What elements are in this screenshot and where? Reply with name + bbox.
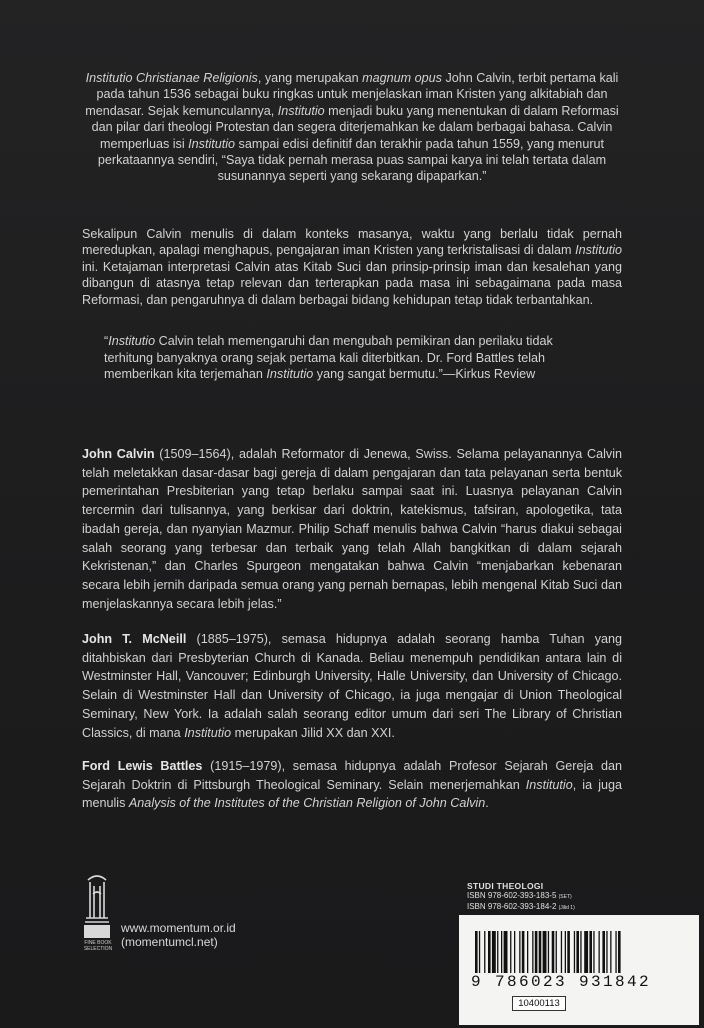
book-title-latin: Institutio Christianae Religionis — [85, 71, 258, 85]
barcode-number: 9 786023 931842 — [471, 973, 652, 991]
publisher-logo-icon — [80, 872, 114, 944]
bio-ford-battles: Ford Lewis Battles (1915–1979), semasa hidupnya adalah Profesor Sejarah Gereja dan Sejarah Doktrin di Pittsburgh Theological Seminary. Selain menerjemahkan Institutio, ia juga menulis Analysis of the Institutes of the Christian Religion of John Calvin. — [82, 759, 622, 811]
bio-john-mcneill: John T. McNeill (1885–1975), semasa hidupnya adalah seorang hamba Tuhan yang ditahbiskan dari Presbyterian Church di Kanada. Beliau menempuh pendidikan antara lain di Westminster Hall, Vancouver; Edinburgh University, Halle University, dan University of Chicago. Selain di Westminster Hall dan University of Chicago, ia juga mengajar di Union Theological Seminary, New York. Ia adalah salah seorang editor umum dari seri The Library of Christian Classics, di mana Institutio merupakan Jilid XX dan XXI. — [82, 632, 623, 740]
second-paragraph: Sekalipun Calvin menulis di dalam konteks masanya, waktu yang berlalu tidak pernah meredupkan, apalagi menghapus, pengajaran iman Kristen yang terkristalisasi di dalam Institutio ini. Ketajaman interpretasi Calvin atas Kitab Suci dan prinsip-prinsip iman dan kesalehan yang dibangun di atasnya tetap relevan dan terterapkan pada masa ini sebagaimana pada masa Reformasi, dan pengaruhnya di dalam berbagai bidang kehidupan tetap tidak terbantahkan. — [82, 227, 622, 307]
author-name: John Calvin — [82, 447, 155, 461]
bio-john-calvin: John Calvin (1509–1564), adalah Reformator di Jenewa, Swiss. Selama pelayanannya Calvin telah meletakkan dasar-dasar bagi gereja di dalam pengajaran dan tata pelayanan serta bentuk pemerintahan Presbiterian yang tetap berlaku sampai saat ini. Luasnya pelayanan Calvin tercermin dari tulisannya, yang berkisar dari doktrin, katekismus, tafsiran, apologetika, tata ibadah gereja, dan nyanyian Mazmur. Philip Schaff menulis bahwa Calvin “harus diakui sebagai salah seorang yang terbesar dan terbaik yang telah Allah bangkitkan di dalam sejarah Kekristenan,” dan Charles Spurgeon mengatakan bahwa Calvin “menjabarkan kebenaran secara lebih jernih daripada semua orang yang pernah bernapas, lebih mengenal Kitab Suci dan menjelaskannya secara lebih jelas.” — [82, 447, 622, 611]
intro-paragraph: Institutio Christianae Religionis, yang merupakan magnum opus John Calvin, terbit pertama kali pada tahun 1536 sebagai buku ringkas untuk menjelaskan iman Kristen yang alkitabiah dan mendasar. Sejak kemunculannya, Institutio menjadi buku yang menentukan di dalam Reformasi dan pilar dari theologi Protestan dan segera diterjemahkan ke dalam berbagai bahasa. Calvin memperluas isi Institutio sampai edisi definitif dan terakhir pada tahun 1559, yang menurut perkataannya sendiri, “Saya tidak pernah merasa puas sampai karya ini telah tertata dalam susunannya seperti yang sekarang dipaparkan.” — [85, 71, 619, 184]
isbn-volume: ISBN 978-602-393-184-2 (Jilid 1) — [467, 902, 575, 911]
category-label: STUDI THEOLOGI — [467, 881, 544, 891]
website-url: www.momentum.or.id — [121, 921, 236, 935]
review-quote: “Institutio Calvin telah memengaruhi dan mengubah pemikiran dan perilaku tidak terhitung banyaknya orang sejak pertama kali diterbitkan. Dr. Ford Battles telah memberikan kita terjemahan Institutio yang sangat bermutu.”—Kirkus Review — [104, 334, 553, 381]
website-handle: (momentumcl.net) — [121, 935, 218, 949]
isbn-set: ISBN 978-602-393-183-5 (SET) — [467, 891, 572, 900]
editor-name: John T. McNeill — [82, 632, 187, 646]
barcode-label — [459, 915, 699, 1025]
isbn-info — [467, 881, 575, 913]
publisher-website — [121, 921, 236, 949]
inventory-code: 10400113 — [512, 996, 566, 1011]
publisher-logo-text: FINE BOOK SELECTION — [83, 940, 113, 952]
translator-name: Ford Lewis Battles — [82, 759, 203, 773]
